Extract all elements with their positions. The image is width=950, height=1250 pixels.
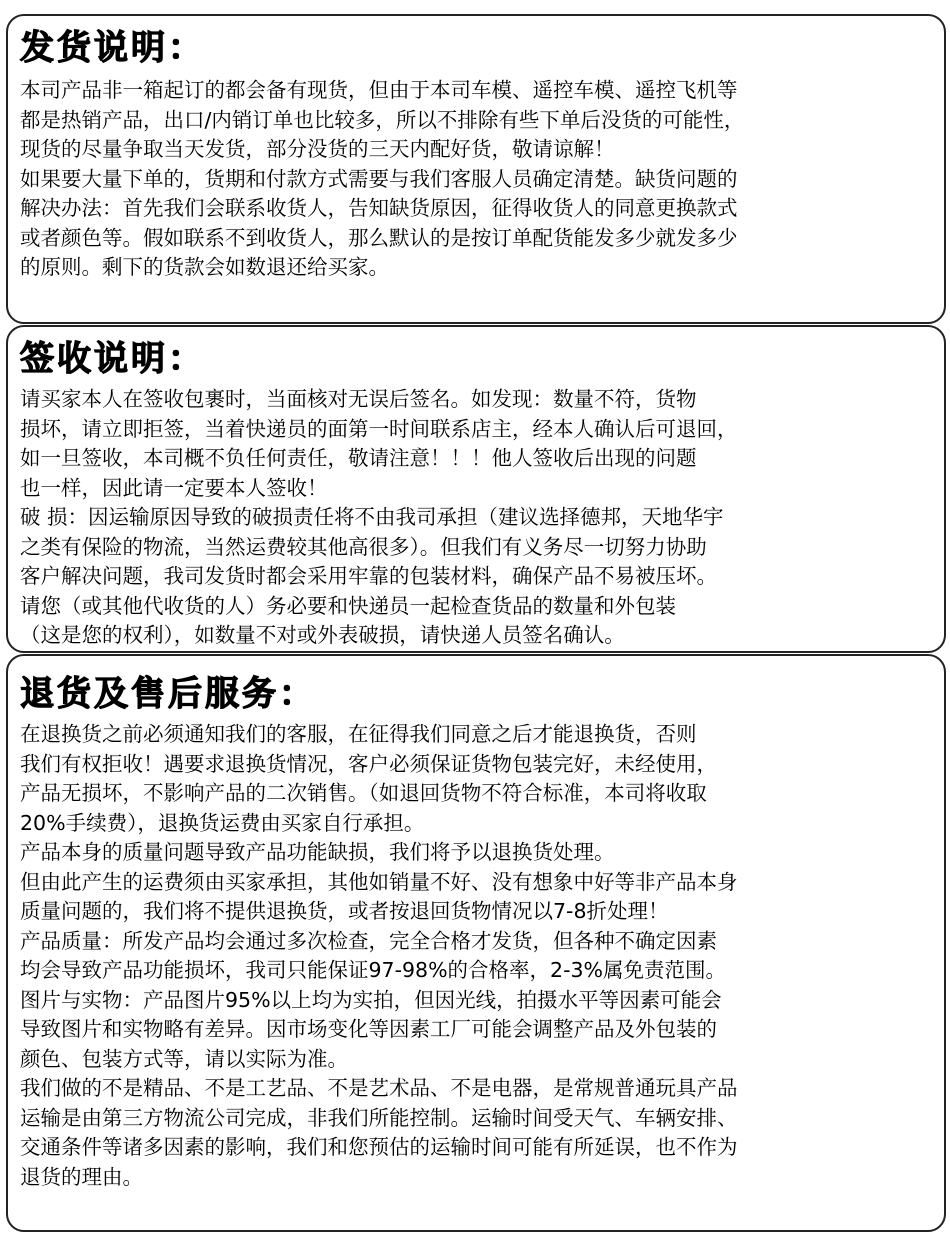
returns-service-line: 颜色、包装方式等，请以实际为准。 (20, 1046, 348, 1071)
returns-service-line: 产品无损坏，不影响产品的二次销售。（如退回货物不符合标准，本司将收取 (20, 781, 707, 805)
shipping-notice-body (20, 76, 938, 283)
receipt-notice-line: 客户解决问题，我司发货时都会采用牢靠的包装材料，确保产品不易被压坏。 (20, 564, 717, 588)
returns-service-line: 20%手续费），退换货运费由买家自行承担。 (20, 810, 425, 835)
returns-service-line: 运输是由第三方物流公司完成，非我们所能控制。运输时间受天气、车辆安排、 (20, 1105, 738, 1130)
returns-service-line: 我们做的不是精品、不是工艺品、不是艺术品、不是电器，是常规普通玩具产品 (20, 1076, 738, 1100)
receipt-notice-line: 也一样，因此请一定要本人签收！ (20, 475, 328, 500)
returns-service-panel (6, 654, 946, 1232)
receipt-notice-body (20, 385, 938, 651)
shipping-notice-panel (6, 14, 946, 324)
returns-service-line: 退货的理由。 (20, 1164, 143, 1189)
returns-service-line: 但由此产生的运费须由买家承担，其他如销量不好、没有想象中好等非产品本身 (20, 869, 738, 894)
shipping-notice-line: 如果要大量下单的，货期和付款方式需要与我们客服人员确定清楚。缺货问题的 (20, 166, 738, 191)
shipping-notice-line: 或者颜色等。假如联系不到收货人，那么默认的是按订单配货能发多少就发多少 (20, 225, 738, 250)
returns-service-line: 我们有权拒收！遇要求退换货情况，客户必须保证货物包装完好，未经使用， (20, 751, 717, 776)
receipt-notice-panel (6, 325, 946, 653)
returns-service-line: 导致图片和实物略有差异。因市场变化等因素工厂可能会调整产品及外包装的 (20, 1017, 717, 1041)
receipt-notice-title: 签收说明： (20, 339, 205, 379)
shipping-notice-line: 本司产品非一箱起订的都会备有现货，但由于本司车模、遥控车模、遥控飞机等 (20, 78, 738, 102)
shipping-notice-line: 现货的尽量争取当天发货，部分没货的三天内配好货，敬请谅解！ (20, 137, 615, 161)
receipt-notice-line: 之类有保险的物流，当然运费较其他高很多）。但我们有义务尽一切努力协助 (20, 534, 707, 559)
returns-service-line: 均会导致产品功能损坏，我司只能保证97-98%的合格率，2-3%属免责范围。 (20, 958, 727, 982)
receipt-notice-line: 如一旦签收，本司概不负任何责任，敬请注意！！！他人签收后出现的问题 (20, 446, 697, 470)
receipt-notice-line: 损坏，请立即拒签，当着快递员的面第一时间联系店主，经本人确认后可退回， (20, 416, 738, 441)
returns-service-line: 产品质量：所发产品均会通过多次检查，完全合格才发货，但各种不确定因素 (20, 928, 717, 953)
receipt-notice-line: 破 损：因运输原因导致的破损责任将不由我司承担（建议选择德邦，天地华宇 (20, 505, 724, 529)
receipt-notice-line: 请您（或其他代收货的人）务必要和快递员一起检查货品的数量和外包装 (20, 593, 676, 618)
shipping-notice-line: 解决办法：首先我们会联系收货人，告知缺货原因，征得收货人的同意更换款式 (20, 196, 738, 220)
shipping-notice-title: 发货说明： (20, 28, 205, 68)
returns-service-line: 在退换货之前必须通知我们的客服，在征得我们同意之后才能退换货，否则 (20, 722, 697, 746)
shipping-notice-line: 的原则。剩下的货款会如数退还给买家。 (20, 255, 389, 279)
returns-service-title: 退货及售后服务： (20, 674, 316, 714)
returns-service-line: 产品本身的质量问题导致产品功能缺损，我们将予以退换货处理。 (20, 840, 615, 864)
shipping-notice-line: 都是热销产品，出口/内销订单也比较多，所以不排除有些下单后没货的可能性， (20, 107, 745, 132)
receipt-notice-line: （这是您的权利），如数量不对或外表破损，请快递人员签名确认。 (20, 623, 625, 647)
returns-service-body (20, 720, 938, 1192)
returns-service-line: 质量问题的，我们将不提供退换货，或者按退回货物情况以7-8折处理！ (20, 899, 669, 923)
returns-service-line: 交通条件等诸多因素的影响，我们和您预估的运输时间可能有所延误，也不作为 (20, 1135, 738, 1159)
returns-service-line: 图片与实物：产品图片95%以上均为实拍，但因光线，拍摄水平等因素可能会 (20, 987, 722, 1012)
receipt-notice-line: 请买家本人在签收包裹时，当面核对无误后签名。如发现：数量不符，货物 (20, 387, 697, 411)
